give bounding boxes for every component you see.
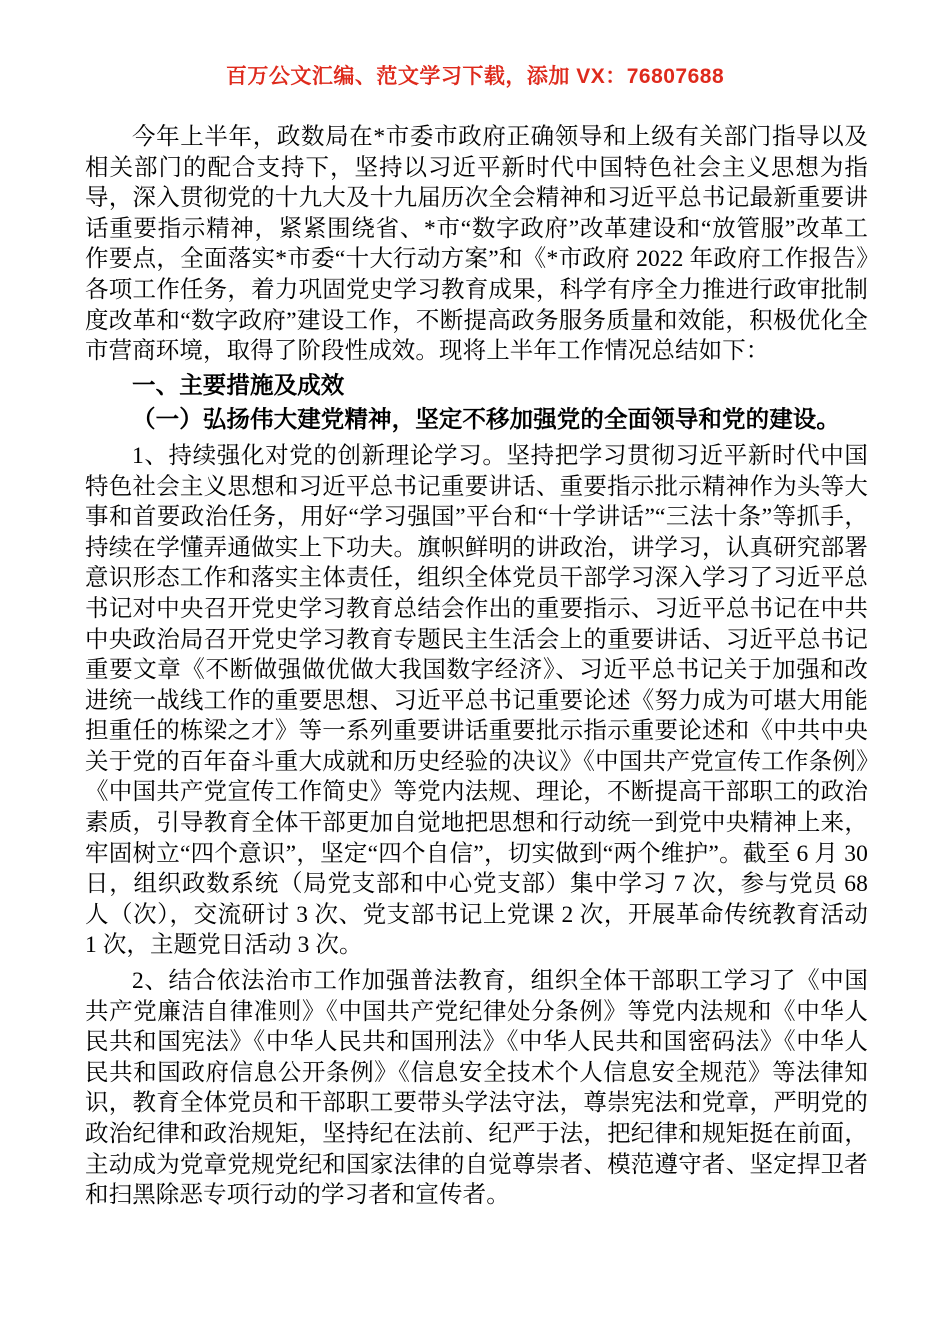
document-body [85,122,868,1211]
section-heading-1: 一、主要措施及成效 [132,372,345,399]
paragraph-item-1: 1、持续强化对党的创新理论学习。坚持把学习贯彻习近平新时代中国特色社会主义思想和习近平总书记重要讲话、重要指示批示精神作为头等大事和首要政治任务，用好“学习强国”平台和“十学讲话”“三法十条”等抓手，持续在学懂弄通做实上下功夫。旗帜鲜明的讲政治，讲学习，认真研究部署意识形态工作和落实主体责任，组织全体党员干部学习深入学习了习近平总书记对中央召开党史学习教育总结会作出的重要指示、习近平总书记在中共中央政治局召开党史学习教育专题民主生活会上的重要讲话、习近平总书记重要文章《不断做强做优做大我国数字经济》、习近平总书记关于加强和改进统一战线工作的重要思想、习近平总书记重要论述《努力成为可堪大用能担重任的栋梁之才》等一系列重要讲话重要批示指示重要论述和《中共中央关于党的百年奋斗重大成就和历史经验的决议》《中国共产党宣传工作条例》《中国共产党宣传工作简史》等党内法规、理论，不断提高干部职工的政治素质，引导教育全体干部更加自觉地把思想和行动统一到党中央精神上来，牢固树立“四个意识”，坚定“四个自信”，切实做到“两个维护”。截至 6 月 30 日，组织政数系统（局党支部和中心党支部）集中学习 7 次，参与党员 68 人（次），交流研讨 3 次、党支部书记上党课 2 次，开展革命传统教育活动 1 次，主题党日活动 3 次。 [85,442,868,959]
paragraph-intro: 今年上半年，政数局在*市委市政府正确领导和上级有关部门指导以及相关部门的配合支持下，坚持以习近平新时代中国特色社会主义思想为指导，深入贯彻党的十九大及十九届历次全会精神和习近平总书记最新重要讲话重要指示精神，紧紧围绕省、*市“数字政府”改革建设和“放管服”改革工作要点，全面落实*市委“十大行动方案”和《*市政府 2022 年政府工作报告》各项工作任务，着力巩固党史学习教育成果，科学有序全力推进行政审批制度改革和“数字政府”建设工作，不断提高政务服务质量和效能，积极优化全市营商环境，取得了阶段性成效。现将上半年工作情况总结如下： [85,124,868,365]
promo-header-text: 百万公文汇编、范文学习下载，添加 VX：76807688 [225,65,725,88]
subsection-heading-1-1: （一）弘扬伟大建党精神，坚定不移加强党的全面领导和党的建设。 [132,407,840,434]
paragraph-item-2: 2、结合依法治市工作加强普法教育，组织全体干部职工学习了《中国共产党廉洁自律准则》《中国共产党纪律处分条例》等党内法规和《中华人民共和国宪法》《中华人民共和国刑法》《中华人民共和国密码法》《中华人民共和国政府信息公开条例》《信息安全技术个人信息安全规范》等法律知识，教育全体党员和干部职工要带头学法守法，尊崇宪法和党章，严明党的政治纪律和政治规矩，坚持纪在法前、纪严于法，把纪律和规矩挺在前面，主动成为党章党规党纪和国家法律的自觉尊崇者、模范遵守者、坚定捍卫者和扫黑除恶专项行动的学习者和宣传者。 [85,968,868,1209]
